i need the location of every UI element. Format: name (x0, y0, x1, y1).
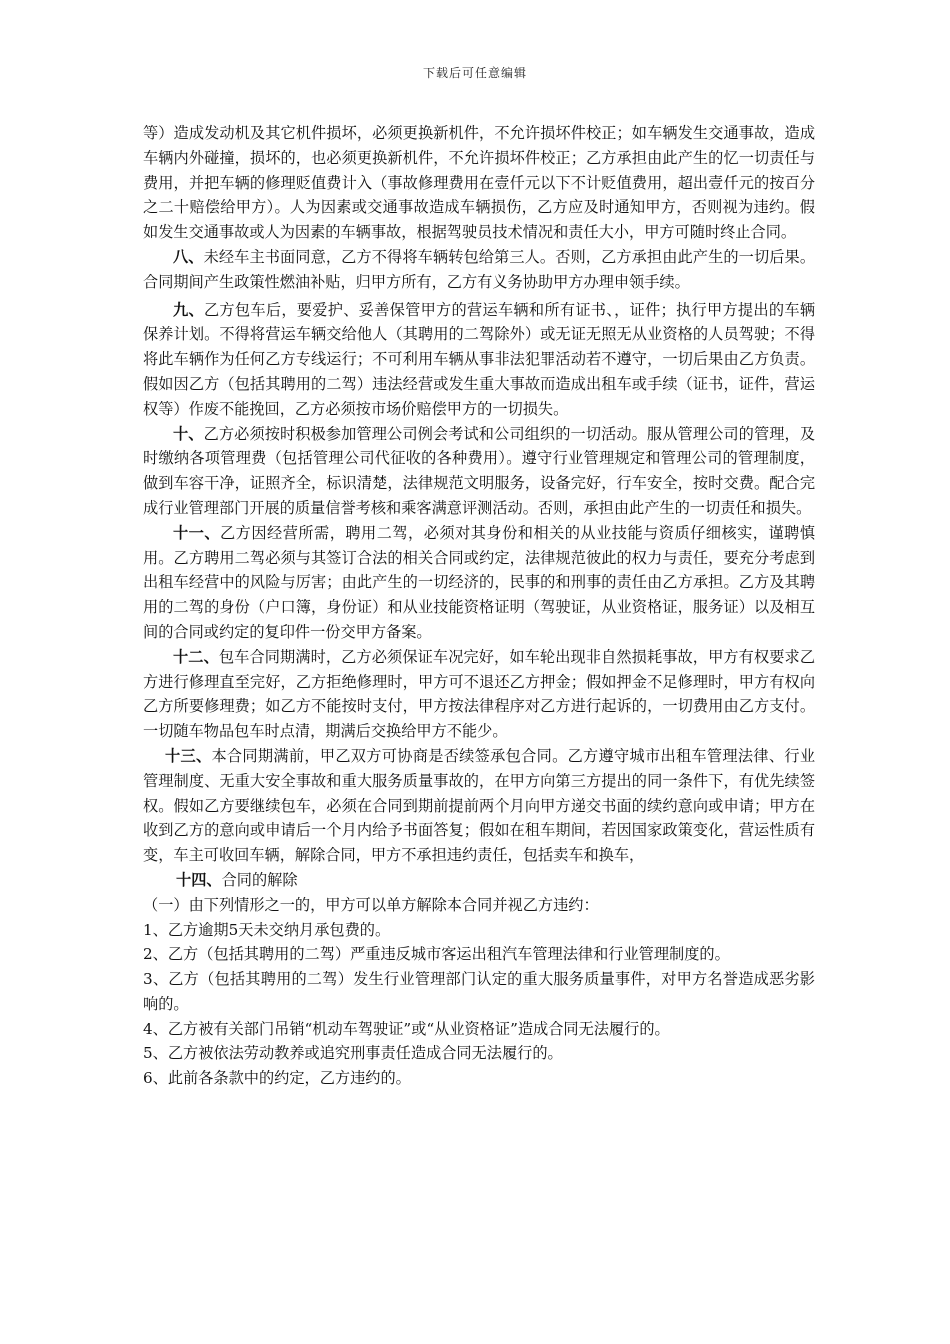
paragraph-clause-9 (143, 298, 815, 422)
paragraph-text: 本合同期满前，甲乙双方可协商是否续签承包合同。乙方遵守城市出租车管理法律、行业管理制度、无重大安全事故和重大服务质量事故的，在甲方向第三方提出的同一条件下，有优先续签权。假如乙方要继续包车，必须在合同到期前提前两个月向甲方递交书面的续约意向或申请；甲方在收到乙方的意向或申请后一个月内给予书面答复；假如在租车期间，若因国家政策变化，营运性质有变，车主可收回车辆，解除合同，甲方不承担违约责任，包括卖车和换车， (143, 746, 816, 865)
paragraph-clause-13 (143, 744, 815, 868)
paragraph-clause-8 (143, 245, 815, 295)
list-item-5: 5、乙方被依法劳动教养或追究刑事责任造成合同无法履行的。 (143, 1044, 563, 1063)
list-item-4: 4、乙方被有关部门吊销“机动车驾驶证”或“从业资格证”造成合同无法履行的。 (143, 1019, 670, 1038)
clause-number: 十二、 (173, 647, 219, 666)
paragraph-text: 乙方必须按时积极参加管理公司例会考试和公司组织的一切活动。服从管理公司的管理，及时缴纳各项管理费（包括管理公司代征收的各种费用）。遵守行业管理规定和管理公司的管理制度，做到车容干净，证照齐全，标识清楚，法律规范文明服务，设备完好，行车安全，按时交费。配合完成行业管理部门开展的质量信誉考核和乘客满意评测活动。否则，承担由此产生的一切责任和损失。 (143, 424, 816, 517)
paragraph-text: 乙方包车后，要爱护、妥善保管甲方的营运车辆和所有证书、，证件；执行甲方提出的车辆保养计划。不得将营运车辆交给他人（其聘用的二驾除外）或无证无照无从业资格的人员驾驶；不得将此车辆作为任何乙方专线运行；不可利用车辆从事非法犯罪活动若不遵守，一切后果由乙方负责。假如因乙方（包括其聘用的二驾）违法经营或发生重大事故而造成出租车或手续（证书，证件，营运权等）作废不能挽回，乙方必须按市场价赔偿甲方的一切损失。 (143, 300, 816, 418)
clause-number: 十一、 (173, 523, 221, 542)
list-item-6: 6、此前各条款中的约定，乙方违约的。 (143, 1069, 411, 1088)
paragraph-clause-12 (143, 645, 815, 744)
clause-number: 十四、 (176, 870, 222, 889)
clause-number: 九、 (173, 300, 204, 319)
clause-number: 十三、 (165, 746, 212, 765)
clause-number: 十、 (173, 424, 204, 443)
paragraph-clause-14 (143, 868, 815, 893)
paragraph-clause-11 (143, 521, 815, 645)
list-item-1: 1、乙方逾期5天未交纳月承包费的。 (143, 920, 391, 939)
list-item-2: 2、乙方（包括其聘用的二驾）严重违反城市客运出租汽车管理法律和行业管理制度的。 (143, 945, 730, 964)
paragraph-text: 未经车主书面同意，乙方不得将车辆转包给第三人。否则，乙方承担由此产生的一切后果。合同期间产生政策性燃油补贴，归甲方所有，乙方有义务协助甲方办理申领手续。 (143, 247, 816, 291)
paragraph-text: 合同的解除 (221, 870, 298, 889)
document-body (143, 121, 815, 1091)
paragraph-text: 乙方因经营所需，聘用二驾，必须对其身份和相关的从业技能与资质仔细核实，谨聘慎用。乙方聘用二驾必须与其签订合法的相关合同或约定，法律规范彼此的权力与责任，要充分考虑到出租车经营中的风险与厉害；由此产生的一切经济的，民事的和刑事的责任由乙方承担。乙方及其聘用的二驾的身份（户口簿，身份证）和从业技能资格证明（驾驶证，从业资格证，服务证）以及相互间的合同或约定的复印件一份交甲方备案。 (143, 523, 816, 641)
paragraph-clause-10 (143, 422, 815, 521)
paragraph-text: 等）造成发动机及其它机件损坏，必须更换新机件，不允许损坏件校正；如车辆发生交通事故，造成车辆内外碰撞，损坏的，也必须更换新机件，不允许损坏件校正；乙方承担由此产生的忆一切责任与费用，并把车辆的修理贬值费计入（事故修理费用在壹仟元以下不计贬值费用，超出壹仟元的按百分之二十赔偿给甲方）。人为因素或交通事故造成车辆损伤，乙方应及时通知甲方，否则视为违约。假如发生交通事故或人为因素的车辆事故，根据驾驶员技术情况和责任大小，甲方可随时终止合同。 (143, 124, 815, 242)
list-intro: （一）由下列情形之一的，甲方可以单方解除本合同并视乙方违约： (143, 895, 599, 914)
paragraph-7-continued (143, 121, 815, 245)
page-header: 下载后可任意编辑 (422, 66, 527, 80)
paragraph-text: 包车合同期满时，乙方必须保证车况完好，如车轮出现非自然损耗事故，甲方有权要求乙方进行修理直至完好，乙方拒绝修理时，甲方可不退还乙方押金；假如押金不足修理时，甲方有权向乙方所要修理费；如乙方不能按时支付，甲方按法律程序对乙方进行起诉的，一切费用由乙方支付。一切随车物品包车时点清，期满后交换给甲方不能少。 (143, 647, 816, 741)
list-item-3: 3、乙方（包括其聘用的二驾）发生行业管理部门认定的重大服务质量事件，对甲方名誉造成恶劣影响的。 (143, 970, 815, 1013)
clause-number: 八、 (173, 247, 204, 266)
